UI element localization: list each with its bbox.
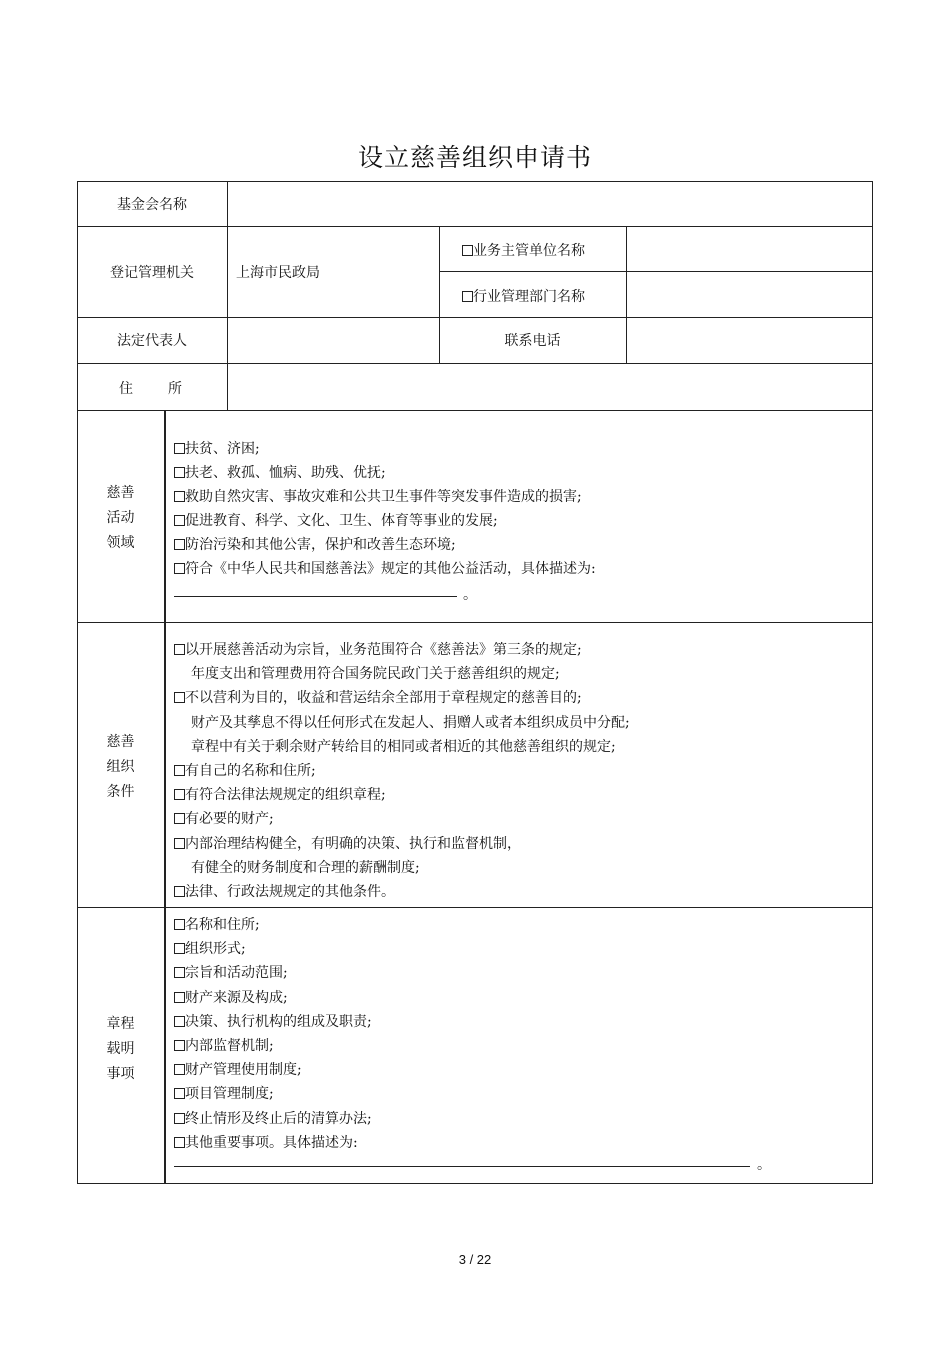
section-label-line: 慈善	[106, 485, 135, 501]
section-label-line: 章程	[106, 1016, 135, 1032]
activity-option[interactable]	[174, 558, 596, 578]
option-label: 项目管理制度;	[185, 1086, 274, 1103]
charter-option[interactable]	[174, 1132, 358, 1152]
checkbox[interactable]	[174, 789, 185, 800]
charter-option[interactable]	[174, 962, 288, 982]
charter-description-line[interactable]	[174, 1166, 750, 1167]
checkbox[interactable]	[174, 1137, 185, 1148]
charter-option[interactable]	[174, 1035, 274, 1055]
activity-option[interactable]	[174, 534, 456, 554]
option-label: 有符合法律法规规定的组织章程;	[185, 787, 386, 804]
condition-option[interactable]	[174, 639, 582, 659]
checkbox[interactable]	[174, 1113, 185, 1124]
charter-option[interactable]	[174, 1083, 274, 1103]
option-label: 其他重要事项。具体描述为:	[185, 1134, 358, 1151]
option-label: 救助自然灾害、事故灾难和公共卫生事件等突发事件造成的损害;	[185, 489, 582, 505]
checkbox[interactable]	[174, 967, 185, 978]
option-label: 内部监督机制;	[185, 1038, 274, 1054]
condition-option[interactable]	[174, 881, 395, 901]
charter-option[interactable]	[174, 987, 288, 1007]
condition-option[interactable]	[174, 687, 582, 707]
option-label: 财产管理使用制度;	[185, 1062, 302, 1079]
option-label: 防治污染和其他公害，保护和改善生态环境;	[185, 537, 456, 553]
checkbox[interactable]	[174, 765, 185, 776]
checkbox[interactable]	[174, 1040, 185, 1051]
foundation-name-label: 基金会名称	[117, 197, 187, 213]
section-label-line: 慈善	[106, 734, 135, 750]
checkbox[interactable]	[174, 886, 185, 897]
business-supervisor-option[interactable]	[462, 240, 585, 260]
end-mark: 。	[757, 1157, 771, 1173]
checkbox[interactable]	[174, 992, 185, 1003]
page-number: 3 / 22	[458, 1252, 492, 1267]
condition-continuation	[191, 857, 420, 877]
option-label: 促进教育、科学、文化、卫生、体育等事业的发展;	[185, 513, 498, 529]
charter-option[interactable]	[174, 1108, 372, 1128]
option-label: 符合《中华人民共和国慈善法》规定的其他公益活动，具体描述为:	[185, 561, 596, 577]
checkbox[interactable]	[174, 813, 185, 824]
checkbox[interactable]	[462, 291, 473, 302]
document-title: 设立慈善组织申请书	[357, 143, 592, 172]
option-label: 不以营利为目的，收益和营运结余全部用于章程规定的慈善目的;	[185, 690, 582, 707]
condition-option[interactable]	[174, 833, 521, 853]
condition-continuation	[191, 712, 630, 732]
foundation-name-field[interactable]	[228, 182, 872, 226]
registration-authority-value: 上海市民政局	[236, 265, 320, 281]
checkbox[interactable]	[174, 1064, 185, 1075]
checkbox[interactable]	[462, 245, 473, 256]
section-label-line: 条件	[106, 784, 135, 800]
activity-option[interactable]	[174, 438, 260, 458]
activity-option[interactable]	[174, 510, 498, 530]
legal-rep-field[interactable]	[228, 318, 439, 363]
option-label: 年度支出和管理费用符合国务院民政门关于慈善组织的规定;	[191, 666, 560, 683]
checkbox[interactable]	[174, 563, 185, 574]
option-label: 扶贫、济困;	[185, 441, 260, 457]
checkbox[interactable]	[174, 491, 185, 502]
legal-rep-label: 法定代表人	[117, 333, 187, 349]
condition-option[interactable]	[174, 760, 316, 780]
condition-continuation	[191, 736, 616, 756]
activity-description-line[interactable]	[174, 596, 457, 597]
end-mark: 。	[463, 587, 477, 603]
option-label: 名称和住所;	[185, 917, 260, 933]
phone-field[interactable]	[627, 318, 872, 363]
section-label-line: 载明	[106, 1041, 135, 1057]
option-label: 有健全的财务制度和合理的薪酬制度;	[191, 859, 420, 876]
option-label: 财产来源及构成;	[185, 989, 288, 1006]
activity-option[interactable]	[174, 486, 582, 506]
option-label: 财产及其孳息不得以任何形式在发起人、捐赠人或者本组织成员中分配;	[191, 714, 630, 731]
option-label: 宗旨和活动范围;	[185, 965, 288, 982]
option-label: 以开展慈善活动为宗旨，业务范围符合《慈善法》第三条的规定;	[185, 642, 582, 658]
checkbox[interactable]	[174, 539, 185, 550]
charter-option[interactable]	[174, 938, 246, 958]
option-label: 法律、行政法规规定的其他条件。	[185, 884, 395, 900]
section-label-line: 组织	[106, 759, 135, 775]
business-supervisor-field[interactable]	[627, 227, 872, 271]
industry-dept-option[interactable]	[462, 286, 585, 306]
option-label: 终止情形及终止后的清算办法;	[185, 1110, 372, 1127]
option-label: 有自己的名称和住所;	[185, 763, 316, 779]
section-label-line: 领域	[106, 535, 135, 551]
phone-label: 联系电话	[504, 333, 561, 349]
business-supervisor-label: 业务主管单位名称	[473, 243, 585, 259]
option-label: 内部治理结构健全，有明确的决策、执行和监督机制，	[185, 835, 521, 852]
option-label: 章程中有关于剩余财产转给目的相同或者相近的其他慈善组织的规定;	[191, 738, 616, 755]
checkbox[interactable]	[174, 838, 185, 849]
condition-option[interactable]	[174, 784, 386, 804]
checkbox[interactable]	[174, 467, 185, 478]
section-label-line: 活动	[106, 510, 135, 526]
condition-option[interactable]	[174, 808, 274, 828]
address-label-1: 住	[119, 381, 133, 397]
charter-option[interactable]	[174, 1059, 302, 1079]
address-label-2: 所	[168, 381, 182, 397]
checkbox[interactable]	[174, 943, 185, 954]
checkbox[interactable]	[174, 644, 185, 655]
charter-option[interactable]	[174, 1011, 372, 1031]
condition-continuation	[191, 663, 560, 683]
checkbox[interactable]	[174, 1016, 185, 1027]
registration-authority-label: 登记管理机关	[110, 265, 194, 281]
industry-dept-label: 行业管理部门名称	[473, 289, 585, 305]
checkbox[interactable]	[174, 1088, 185, 1099]
option-label: 决策、执行机构的组成及职责;	[185, 1013, 372, 1030]
option-label: 有必要的财产;	[185, 811, 274, 828]
option-label: 扶老、救孤、恤病、助残、优抚;	[185, 465, 386, 481]
checkbox[interactable]	[174, 443, 185, 454]
industry-dept-field[interactable]	[627, 272, 872, 317]
charter-option[interactable]	[174, 914, 260, 934]
checkbox[interactable]	[174, 692, 185, 703]
activity-option[interactable]	[174, 462, 386, 482]
checkbox[interactable]	[174, 515, 185, 526]
section-label-line: 事项	[106, 1066, 135, 1082]
option-label: 组织形式;	[185, 941, 246, 958]
address-field[interactable]	[228, 364, 872, 410]
checkbox[interactable]	[174, 919, 185, 930]
